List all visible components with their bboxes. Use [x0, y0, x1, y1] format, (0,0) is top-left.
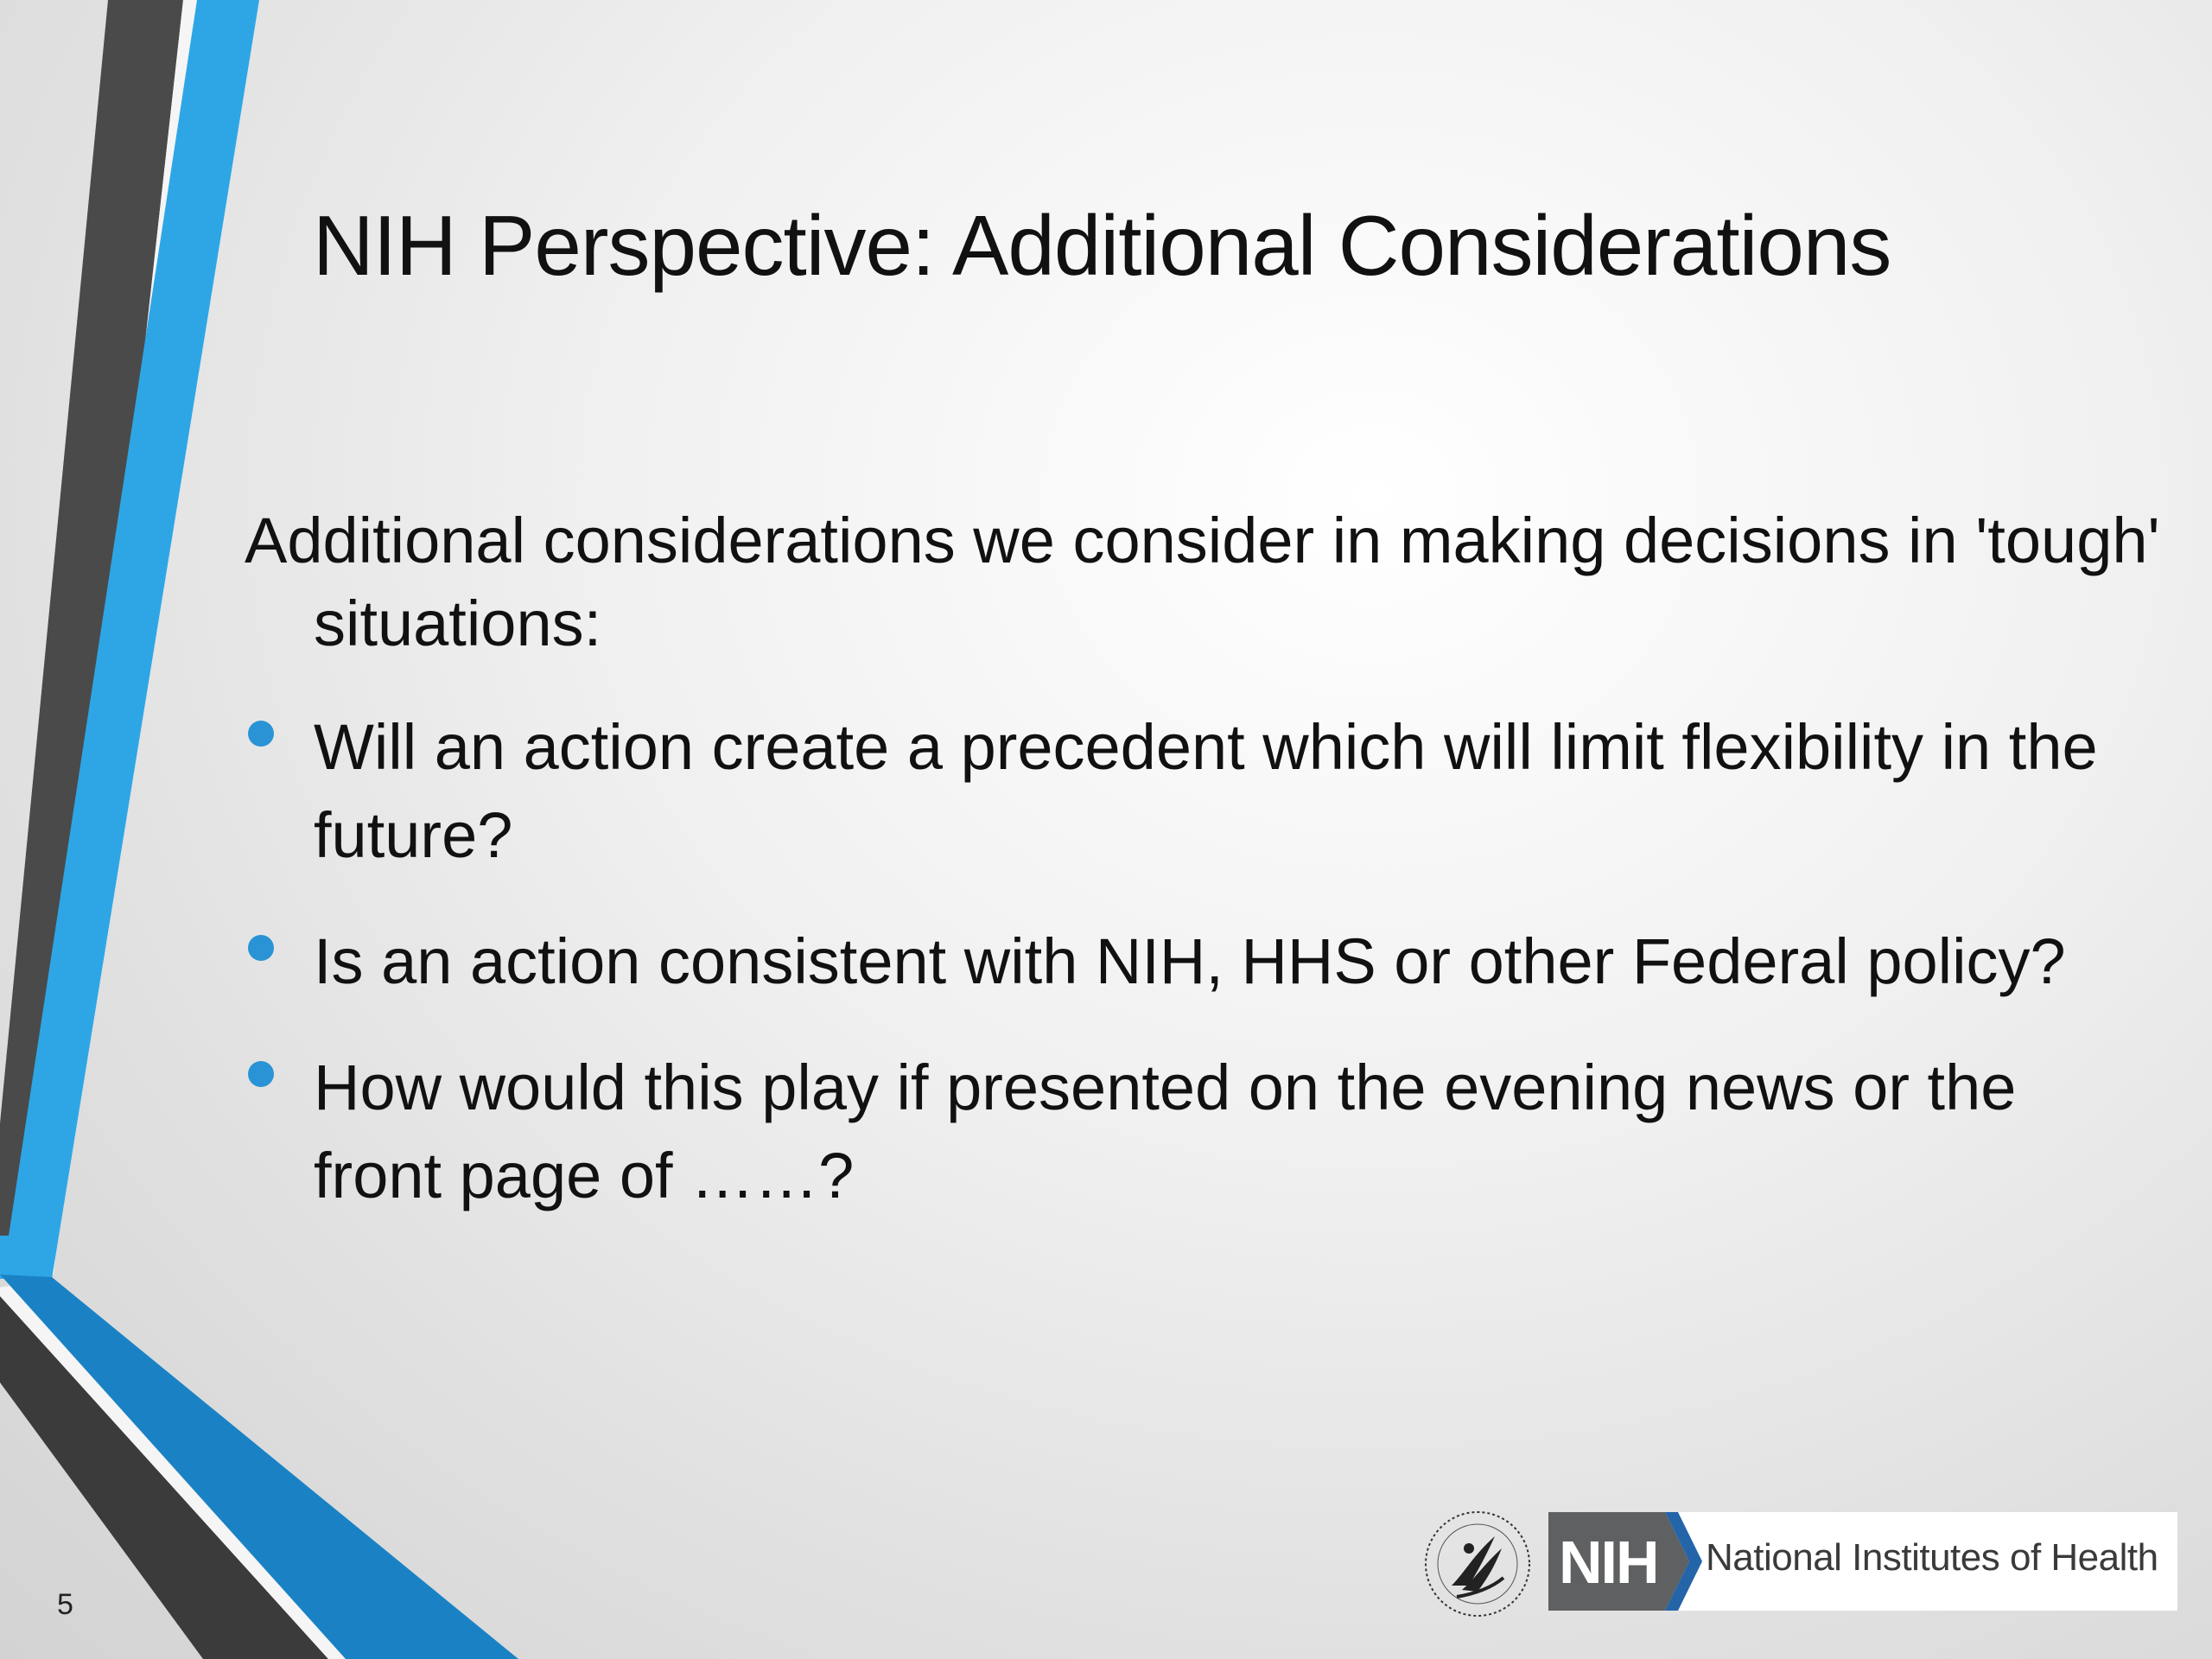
nih-abbreviation: NIH	[1559, 1529, 1658, 1596]
bullet-dot	[248, 721, 274, 747]
footer-logos	[1417, 1503, 2177, 1624]
bullet-list	[245, 703, 2102, 1258]
bullet-text: Will an action create a precedent which will limit flexibility in the future?	[314, 711, 2098, 871]
slide-title: NIH Perspective: Additional Considerations	[313, 198, 1891, 293]
hhs-seal-icon	[1417, 1503, 1538, 1624]
bullet-item	[245, 703, 2102, 880]
nih-full-name: National Institutes of Health	[1706, 1536, 2158, 1579]
bullet-item	[245, 1044, 2102, 1220]
nih-logo	[1548, 1512, 2177, 1611]
bullet-text: Is an action consistent with NIH, HHS or other Federal policy?	[314, 925, 2066, 997]
bullet-item	[245, 918, 2102, 1006]
intro-text: Additional considerations we consider in making decisions in 'tough' situations:	[245, 505, 2160, 659]
bullet-dot	[248, 1061, 274, 1087]
bullet-dot	[248, 935, 274, 961]
page-number: 5	[57, 1588, 73, 1621]
bullet-text: How would this play if presented on the evening news or the front page of ……?	[314, 1052, 2017, 1211]
